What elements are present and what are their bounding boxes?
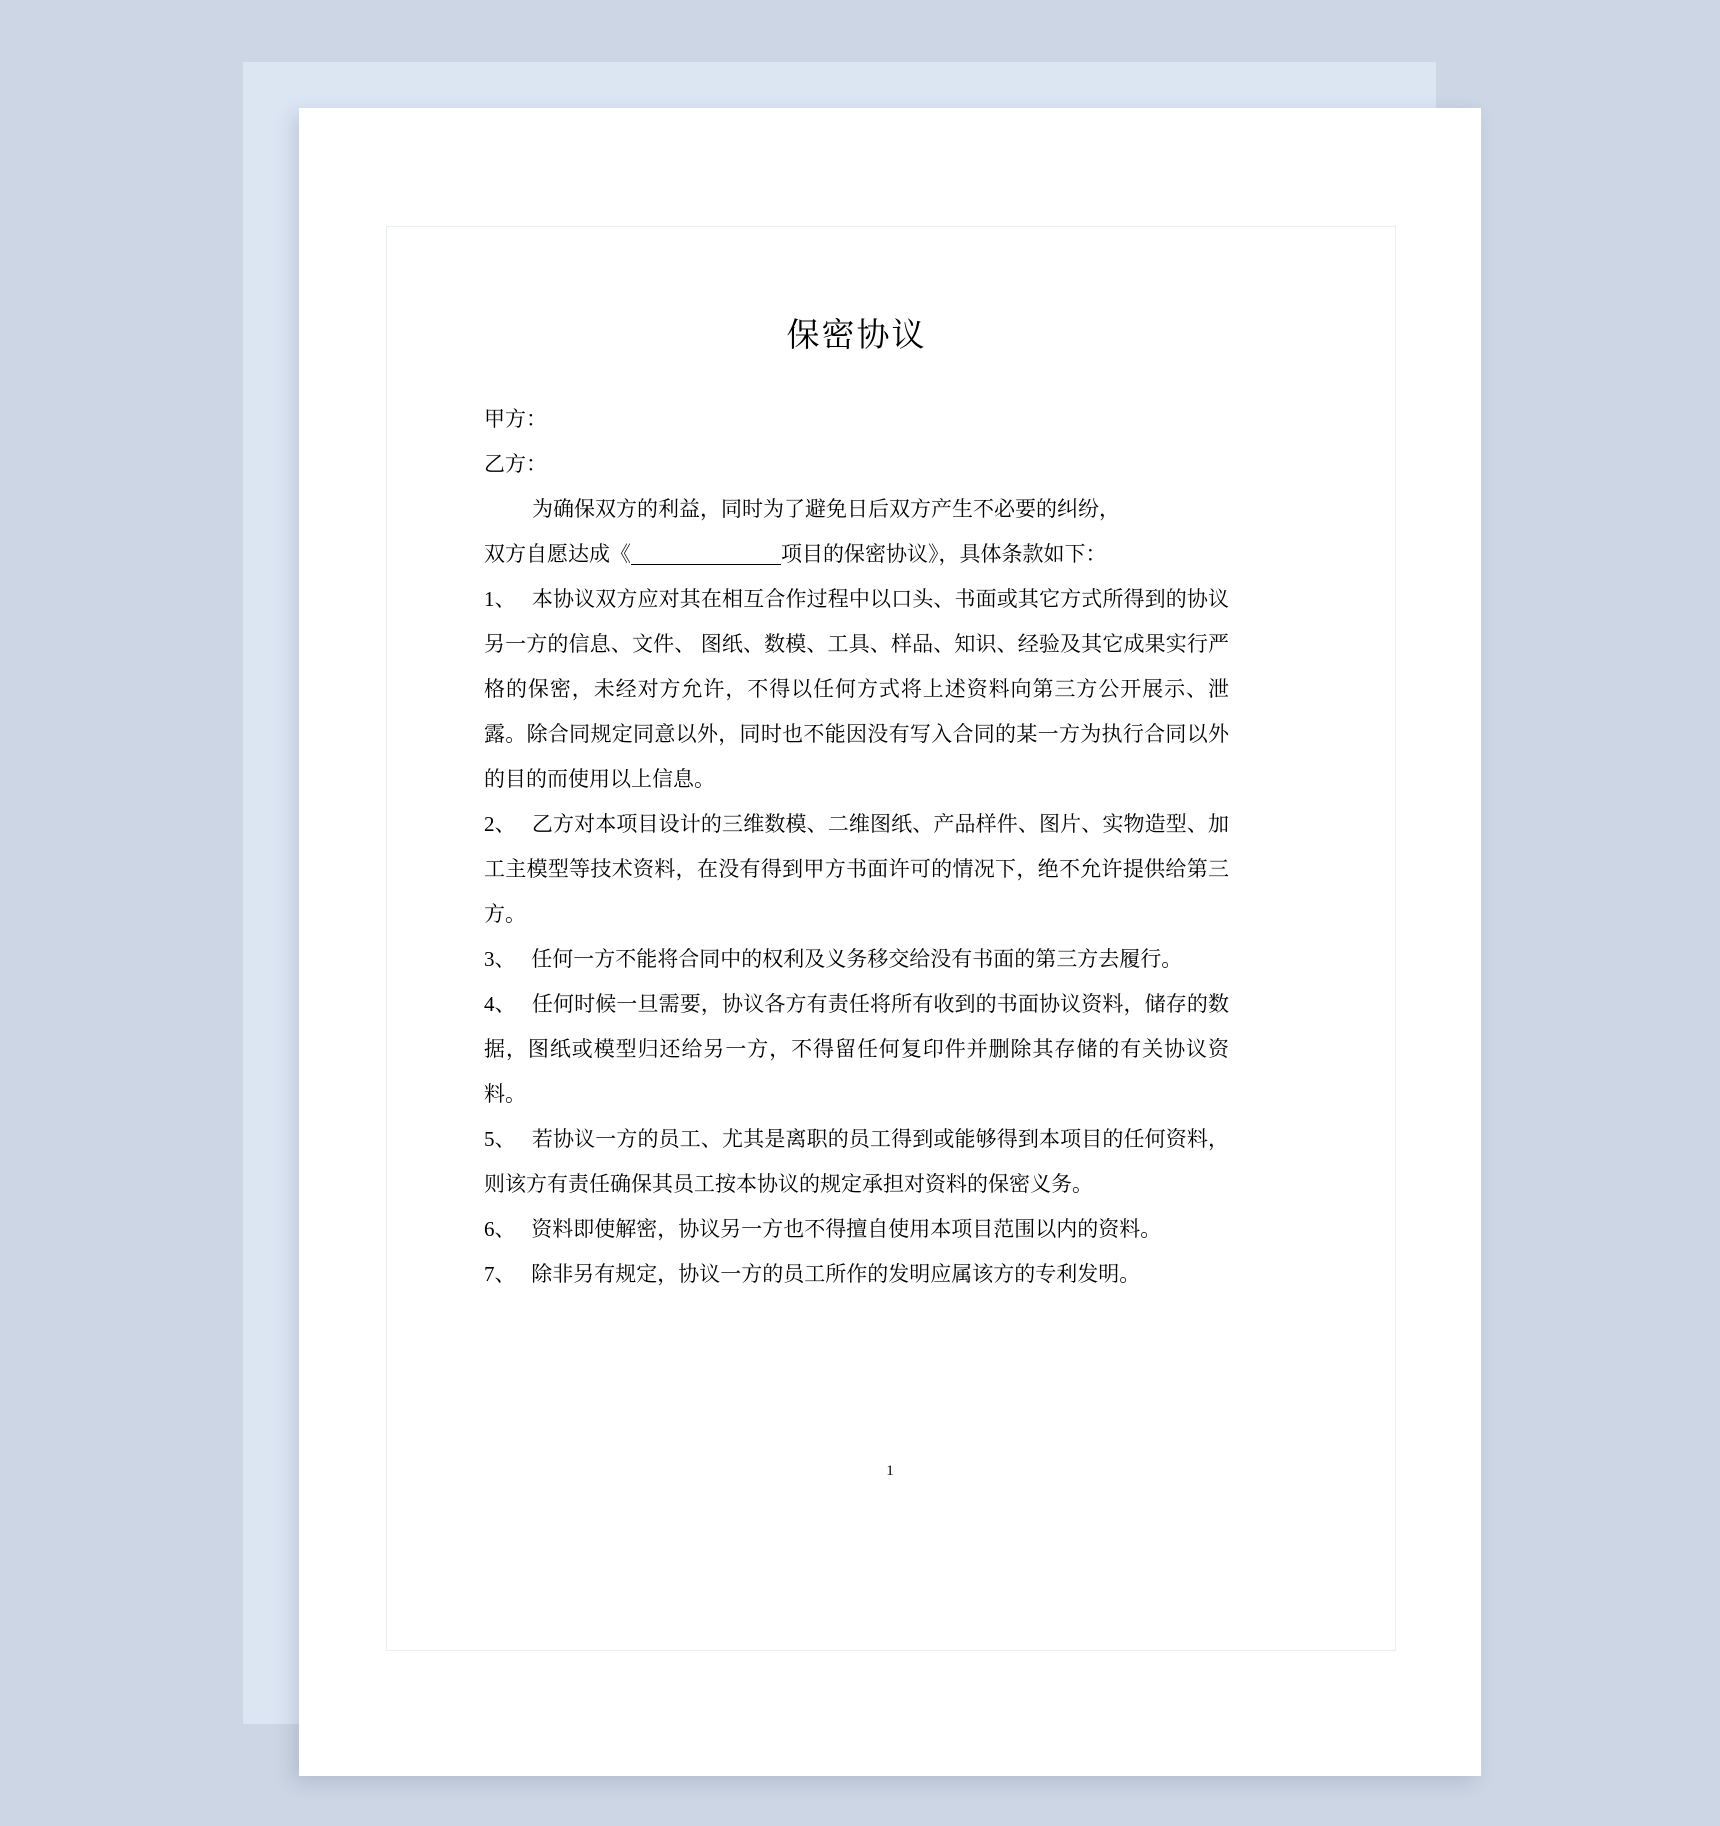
clause-2-text: 乙方对本项目设计的三维数模、二维图纸、产品样件、图片、实物造型、加工主模型等技术资料，在没有得到甲方书面许可的情况下，绝不允许提供给第三方。 [484,812,1230,926]
clause-1-text: 本协议双方应对其在相互合作过程中以口头、书面或其它方式所得到的协议另一方的信息、文件、 图纸、数模、工具、样品、知识、经验及其它成果实行严格的保密，未经对方允许，不得以任何方式将上述资料向第三方公开展示、泄露。除合同规定同意以外，同时也不能因没有写入合同的某一方为执行合同以外的目的而使用以上信息。 [484,587,1230,791]
clause-6-number: 6、 [484,1217,516,1241]
clause-gap [516,587,532,611]
clause-5-number: 5、 [484,1127,516,1151]
clause-2-number: 2、 [484,812,516,836]
preamble-suffix: 项目的保密协议》，具体条款如下： [781,542,1107,566]
clause-5-text: 若协议一方的员工、尤其是离职的员工得到或能够得到本项目的任何资料，则该方有责任确保其员工按本协议的规定承担对资料的保密义务。 [484,1127,1230,1196]
party-b-label: 乙方： [484,452,547,476]
clause-gap [516,947,532,971]
clause-3 [484,937,1229,982]
document-content [484,313,1229,1297]
clause-7-text: 除非另有规定，协议一方的员工所作的发明应属该方的专利发明。 [531,1262,1141,1286]
clause-gap [516,1262,532,1286]
clause-5 [484,1117,1229,1207]
clause-4 [484,982,1229,1117]
party-a-label: 甲方： [484,407,547,431]
clause-4-text: 任何时候一旦需要，协议各方有责任将所有收到的书面协议资料，储存的数据，图纸或模型归还给另一方，不得留任何复印件并删除其存储的有关协议资料。 [484,992,1230,1106]
clause-4-number: 4、 [484,992,516,1016]
preamble-prefix: 双方自愿达成《 [484,542,631,566]
clause-6 [484,1207,1229,1252]
page-title: 保密协议 [786,318,927,354]
clause-2 [484,802,1229,937]
clause-3-text: 任何一方不能将合同中的权利及义务移交给没有书面的第三方去履行。 [531,947,1183,971]
clause-3-number: 3、 [484,947,516,971]
project-name-blank[interactable] [631,564,781,565]
clause-gap [516,812,532,836]
clause-7-number: 7、 [484,1262,516,1286]
clause-1-number: 1、 [484,587,516,611]
clause-6-text: 资料即使解密，协议另一方也不得擅自使用本项目范围以内的资料。 [531,1217,1162,1241]
page-number: 1 [886,1463,894,1479]
preamble-line-1: 为确保双方的利益，同时为了避免日后双方产生不必要的纠纷， [532,497,1120,521]
clause-1 [484,577,1229,802]
clause-7 [484,1252,1229,1297]
preamble-line-2 [484,532,1229,577]
clause-gap [516,1217,532,1241]
clause-gap [516,1127,532,1151]
document-page [299,108,1481,1776]
clause-gap [516,992,532,1016]
